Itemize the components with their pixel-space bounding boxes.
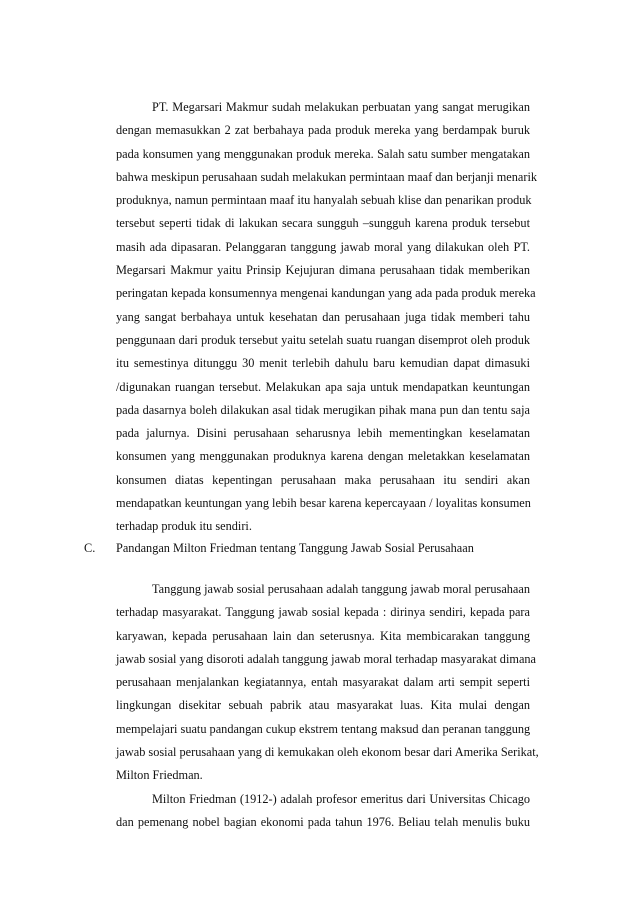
- text-line: produknya, namun permintaan maaf itu hanyalah sebuah klise dan penarikan produk: [116, 193, 532, 208]
- text-line: Tanggung jawab sosial perusahaan adalah tanggung jawab moral perusahaan: [152, 582, 530, 596]
- text-line: dan pemenang nobel bagian ekonomi pada tahun 1976. Beliau telah menulis buku: [116, 814, 530, 829]
- text-line: Megarsari Makmur yaitu Prinsip Kejujuran dimana perusahaan tidak memberikan: [116, 263, 530, 278]
- text-line: karyawan, kepada perusahaan lain dan seterusnya. Kita membicarakan tanggung: [116, 628, 530, 643]
- text-line: pada jalurnya. Disini perusahaan seharusnya lebih mementingkan keselamatan: [116, 426, 530, 441]
- text-line: /digunakan ruangan tersebut. Melakukan apa saja untuk mendapatkan keuntungan: [116, 379, 530, 394]
- text-line: lingkungan disekitar sebuah pabrik atau masyarakat luas. Kita mulai dengan: [116, 698, 530, 713]
- text-line: jawab sosial yang disoroti adalah tanggung jawab moral terhadap masyarakat dimana: [116, 651, 537, 666]
- text-line: PT. Megarsari Makmur sudah melakukan perbuatan yang sangat merugikan: [152, 100, 530, 114]
- text-line: terhadap masyarakat. Tanggung jawab sosial kepada : dirinya sendiri, kepada para: [116, 605, 530, 620]
- text-line: mempelajari suatu pandangan cukup ekstrem tentang maksud dan peranan tanggung: [116, 721, 531, 736]
- section-letter: C.: [84, 541, 96, 555]
- text-line: jawab sosial perusahaan yang di kemukakan oleh ekonom besar dari Amerika Serikat,: [116, 745, 539, 760]
- paragraph-tanggung-jawab: [116, 578, 539, 834]
- text-line: Milton Friedman (1912-) adalah profesor emeritus dari Universitas Chicago: [152, 791, 530, 806]
- text-line: tersebut seperti tidak di lakukan secara sungguh –sungguh karena produk tersebut: [116, 216, 530, 231]
- text-line: bahwa meskipun perusahaan sudah melakukan permintaan maaf dan berjanji menarik: [116, 169, 538, 184]
- text-line: pada dasarnya boleh dilakukan asal tidak merugikan pihak mana pun dan tentu saja: [116, 402, 530, 417]
- section-title: Pandangan Milton Friedman tentang Tanggung Jawab Sosial Perusahaan: [116, 541, 474, 555]
- text-line: penggunaan dari produk tersebut yaitu setelah suatu ruangan disemprot oleh produk: [116, 332, 530, 347]
- text-line: Milton Friedman.: [116, 768, 203, 783]
- text-line: konsumen diatas kepentingan perusahaan maka perusahaan itu sendiri akan: [116, 472, 530, 487]
- text-line: itu semestinya ditunggu 30 menit terlebih dahulu baru kemudian dapat dimasuki: [116, 356, 530, 371]
- text-line: konsumen yang menggunakan produknya karena dengan meletakkan keselamatan: [116, 449, 530, 464]
- section-heading-c: [84, 537, 474, 560]
- text-line: perusahaan menjalankan kegiatannya, entah masyarakat dalam arti sempit seperti: [116, 675, 530, 690]
- text-line: masih ada dipasaran. Pelanggaran tanggung jawab moral yang dilakukan oleh PT.: [116, 239, 530, 254]
- text-line: pada konsumen yang menggunakan produk mereka. Salah satu sumber mengatakan: [116, 146, 530, 161]
- text-line: mendapatkan keuntungan yang lebih besar karena kepercayaan / loyalitas konsumen: [116, 496, 531, 511]
- paragraph-pt-megarsari: [116, 96, 538, 539]
- text-line: terhadap produk itu sendiri.: [116, 519, 252, 534]
- text-line: dengan memasukkan 2 zat berbahaya pada produk mereka yang berdampak buruk: [116, 123, 530, 138]
- text-line: peringatan kepada konsumennya mengenai kandungan yang ada pada produk mereka: [116, 286, 536, 301]
- text-line: yang sangat berbahaya untuk kesehatan dan perusahaan juga tidak memberi tahu: [116, 309, 530, 324]
